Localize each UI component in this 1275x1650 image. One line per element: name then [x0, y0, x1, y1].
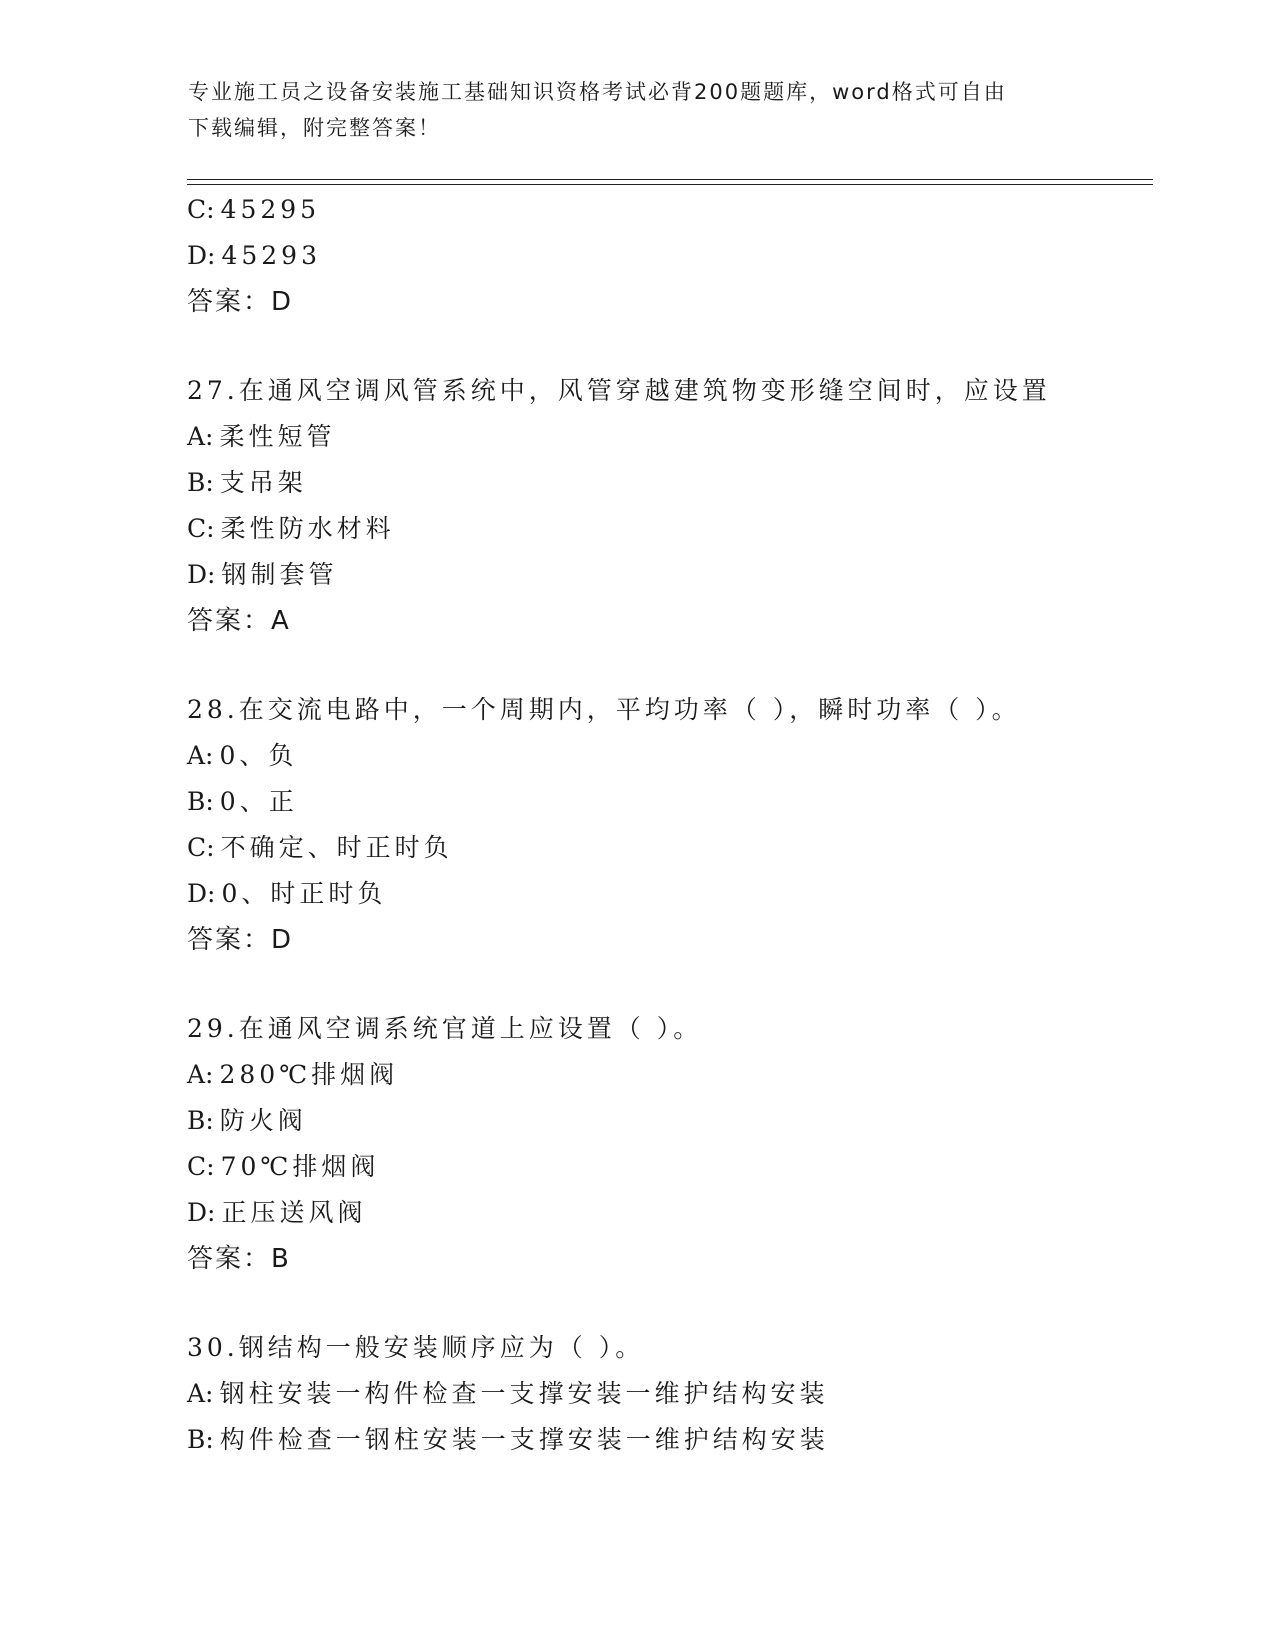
option-d: D: 45293 — [187, 241, 321, 270]
answer-line: 答案：A — [187, 606, 291, 636]
option-c: C: 45295 — [187, 195, 321, 224]
header-line-1: 专业施工员之设备安装施工基础知识资格考试必背200题题库，word格式可自由 — [188, 80, 1007, 104]
option-d: D: 0、时正时负 — [187, 879, 387, 908]
option-c: C: 柔性防水材料 — [187, 514, 395, 543]
header-divider-bottom — [187, 184, 1153, 185]
option-b: B: 构件检查一钢柱安装一支撑安装一维护结构安装 — [187, 1425, 829, 1454]
answer-line: 答案：B — [187, 1244, 291, 1274]
option-d: D: 正压送风阀 — [187, 1198, 367, 1227]
document-header — [188, 74, 1088, 146]
question-30: 30.钢结构一般安装顺序应为（ ）。 — [187, 1333, 645, 1362]
question-28: 28.在交流电路中，一个周期内，平均功率（ ），瞬时功率（ ）。 — [187, 695, 1021, 724]
question-29: 29.在通风空调系统官道上应设置（ ）。 — [187, 1014, 703, 1043]
header-line-2: 下载编辑，附完整答案！ — [188, 116, 441, 140]
answer-line: 答案：D — [187, 287, 294, 317]
option-b: B: 支吊架 — [187, 468, 307, 497]
option-a: A: 280℃排烟阀 — [187, 1060, 399, 1089]
option-a: A: 钢柱安装一构件检查一支撑安装一维护结构安装 — [187, 1379, 829, 1408]
question-list — [187, 187, 1147, 1463]
question-27: 27.在通风空调风管系统中，风管穿越建筑物变形缝空间时，应设置 — [187, 376, 1051, 405]
answer-line: 答案：D — [187, 925, 294, 955]
option-c: C: 不确定、时正时负 — [187, 833, 453, 862]
option-d: D: 钢制套管 — [187, 560, 338, 589]
option-a: A: 0、负 — [187, 741, 298, 770]
option-c: C: 70℃排烟阀 — [187, 1152, 380, 1181]
option-a: A: 柔性短管 — [187, 422, 336, 451]
option-b: B: 0、正 — [187, 787, 298, 816]
option-b: B: 防火阀 — [187, 1106, 307, 1135]
header-divider-top — [187, 179, 1153, 180]
